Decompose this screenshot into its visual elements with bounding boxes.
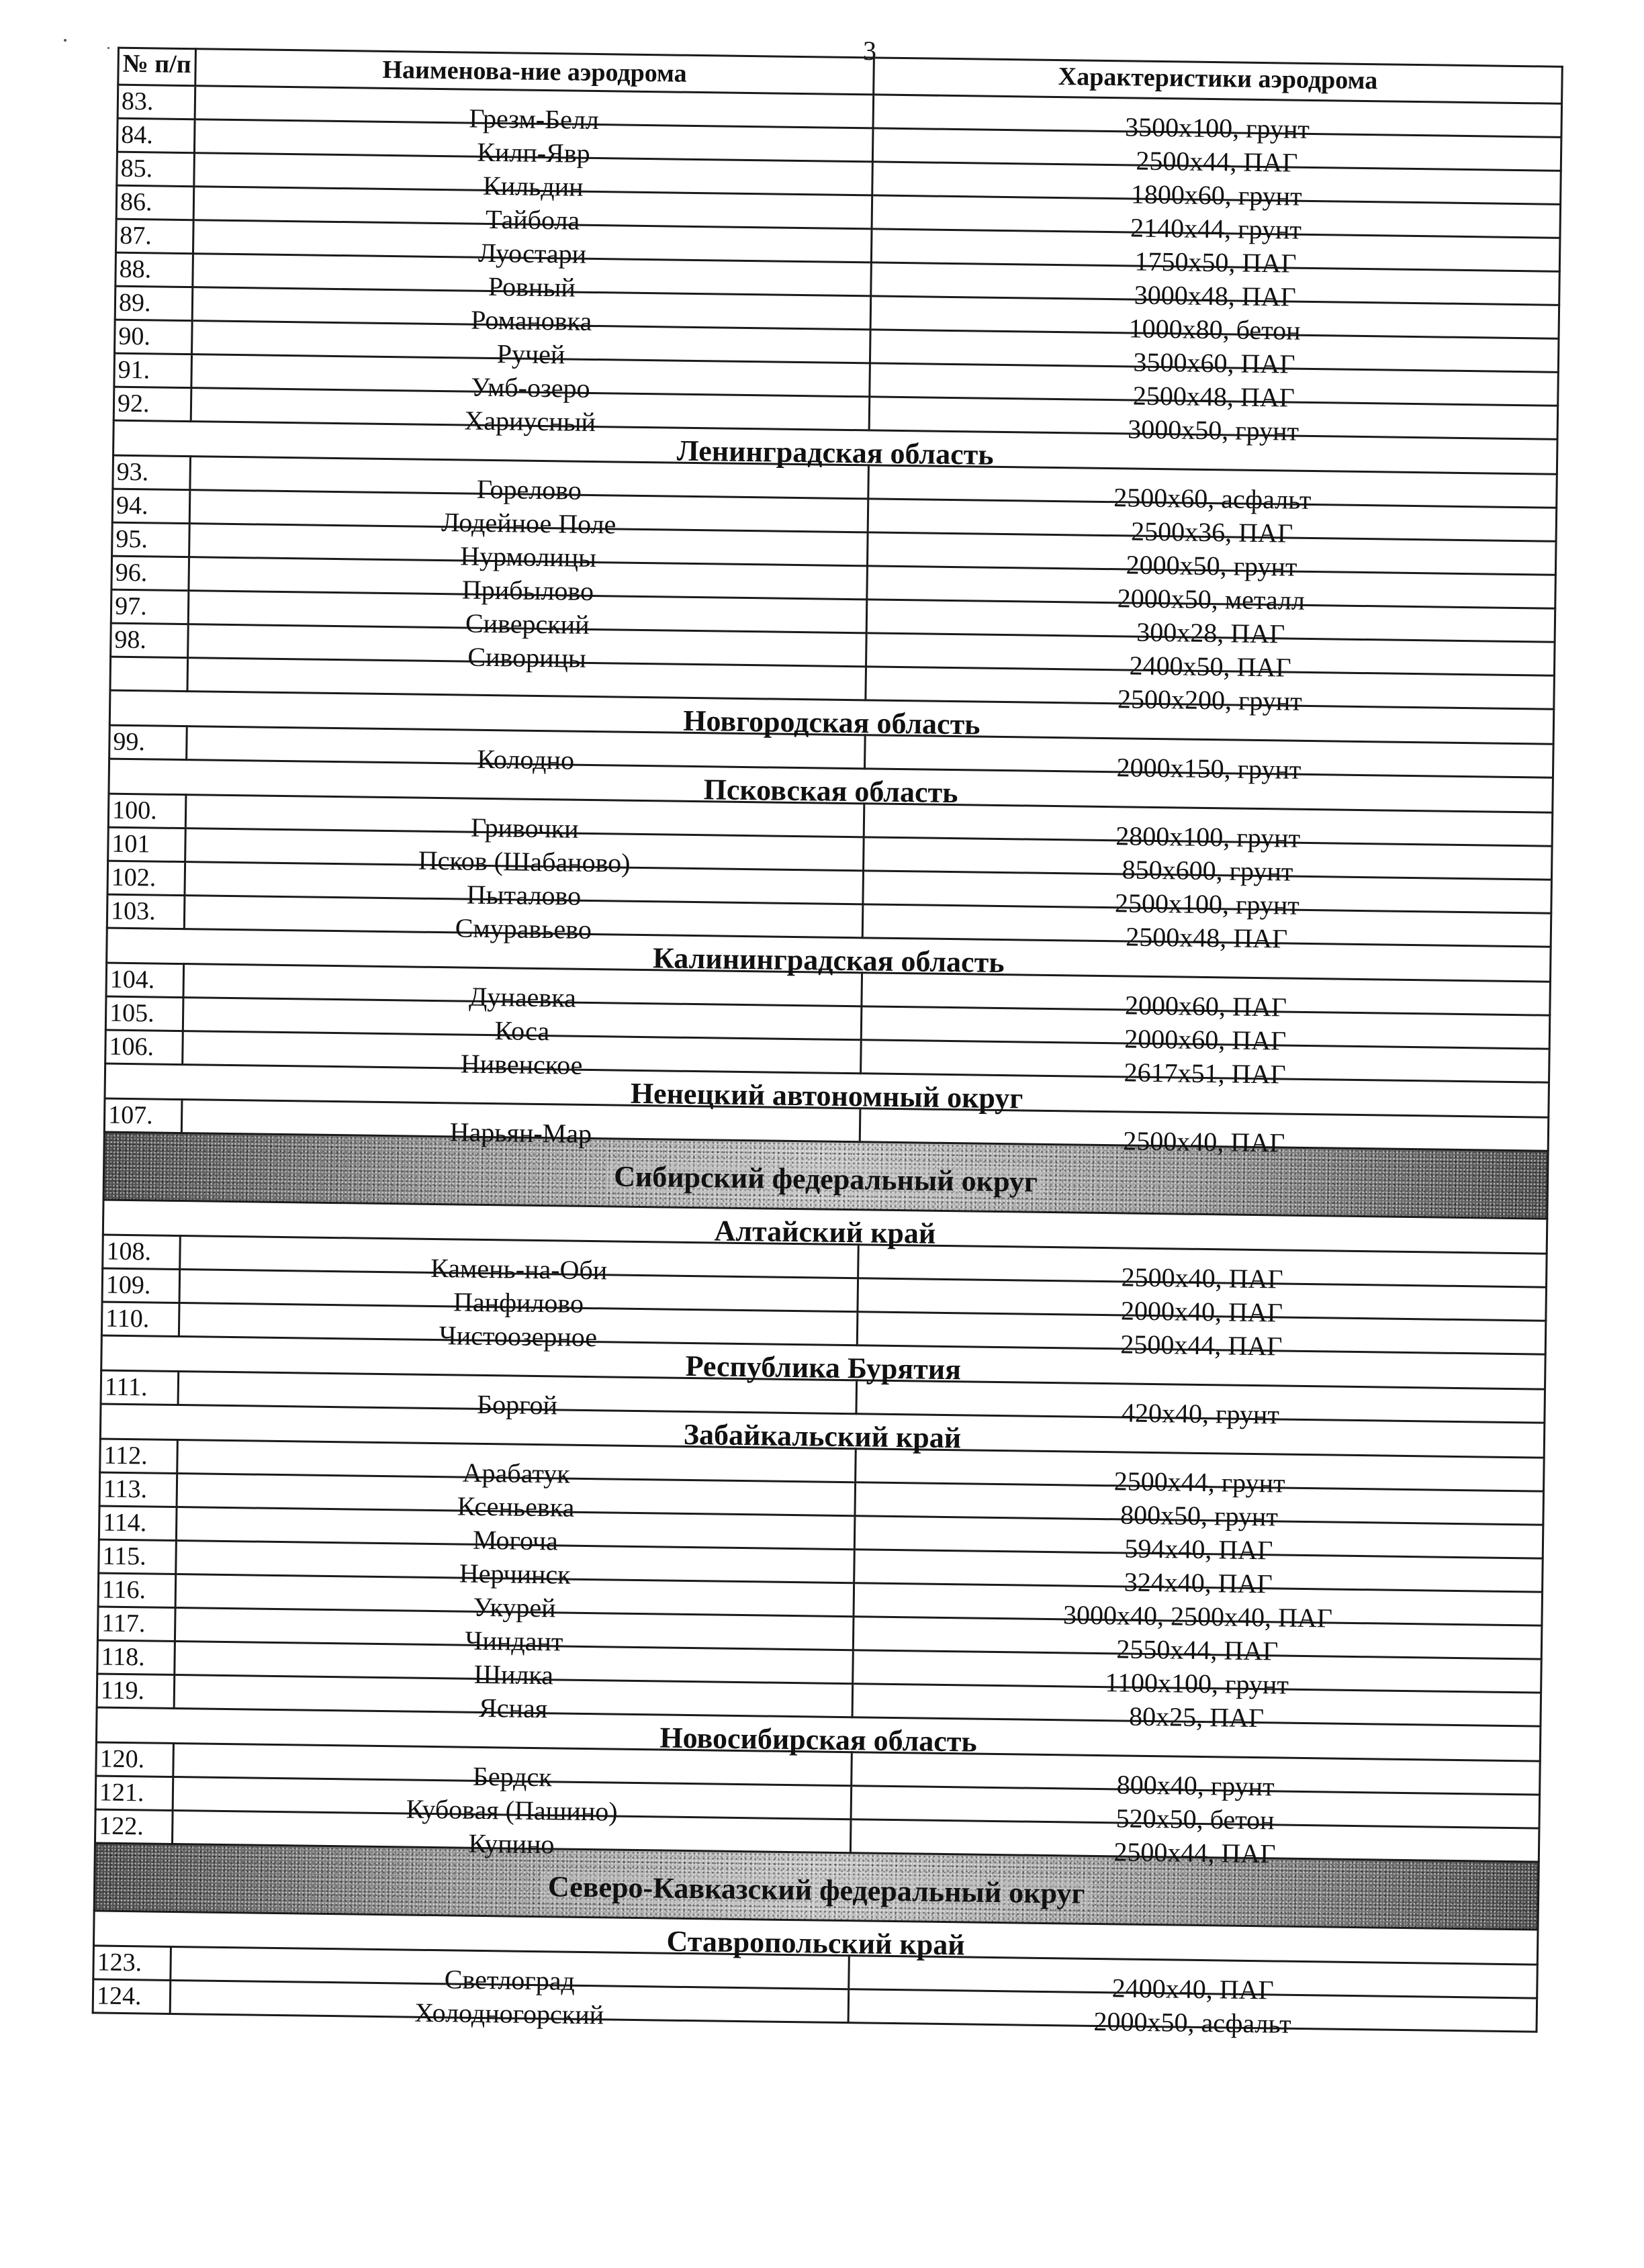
aerodrome-name: Ксеньевка xyxy=(177,1474,856,1516)
aerodrome-name: Луостари xyxy=(193,220,872,263)
aerodrome-name: Колодно xyxy=(187,726,866,769)
row-number: 97. xyxy=(111,589,189,624)
aerodrome-characteristics: 2500x48, ПАГ xyxy=(870,363,1559,406)
aerodrome-name: Смуравьево xyxy=(184,896,863,938)
aerodrome-name: Умб-озеро xyxy=(191,355,870,397)
row-number: 118. xyxy=(97,1640,175,1675)
region-heading: Ленинградская область xyxy=(113,420,1557,474)
aerodrome-characteristics: 3000x48, ПАГ xyxy=(871,263,1560,305)
aerodrome-name: Ясная xyxy=(174,1674,853,1717)
row-number: 98. xyxy=(111,623,189,658)
federal-district-heading: Северо-Кавказский федеральный округ xyxy=(94,1843,1539,1930)
aerodrome-characteristics: 2550x44, ПАГ xyxy=(853,1617,1542,1659)
row-number: 109. xyxy=(102,1268,180,1303)
row-number: 123. xyxy=(93,1946,171,1981)
row-number: 95. xyxy=(112,522,190,557)
aerodrome-characteristics: 2617x51, ПАГ xyxy=(861,1040,1550,1082)
aerodrome-characteristics: 1800x60, грунт xyxy=(872,162,1561,204)
header-number: № п/п xyxy=(118,48,196,86)
row-number: 94. xyxy=(112,489,190,524)
aerodrome-name: Хариусный xyxy=(191,388,870,430)
aerodrome-name: Дунаевка xyxy=(183,964,862,1006)
aerodrome-name: Тайбола xyxy=(193,187,872,229)
row-number: 121. xyxy=(95,1776,173,1811)
aerodrome-characteristics: 2500x40, ПАГ xyxy=(858,1245,1547,1287)
region-heading: Новгородская область xyxy=(109,690,1553,744)
row-number: 116. xyxy=(98,1573,176,1608)
aerodrome-name: Ручей xyxy=(192,321,871,363)
aerodrome-name: Боргой xyxy=(178,1372,857,1414)
row-number: 114. xyxy=(99,1506,177,1541)
row-number: 110. xyxy=(101,1302,179,1337)
row-number: 107. xyxy=(104,1098,182,1133)
region-heading: Калининградская область xyxy=(107,928,1551,982)
aerodrome-characteristics: 2500x44, ПАГ xyxy=(850,1820,1539,1862)
region-heading: Ставропольский край xyxy=(93,1911,1537,1965)
aerodrome-characteristics: 3500x100, грунт xyxy=(873,95,1562,137)
aerodrome-characteristics: 2500x36, ПАГ xyxy=(868,499,1557,541)
aerodrome-characteristics: 300x28, ПАГ xyxy=(866,600,1555,642)
aerodrome-characteristics: 80x25, ПАГ xyxy=(852,1684,1541,1726)
aerodrome-characteristics: 1000x80, бетон xyxy=(870,296,1559,338)
row-number: 88. xyxy=(116,252,193,287)
row-number: 99. xyxy=(109,725,187,760)
header-characteristics: Характеристики аэродрома xyxy=(874,58,1563,103)
aerodrome-name: Холодногорский xyxy=(170,1980,849,2022)
row-number: 87. xyxy=(116,219,193,254)
aerodrome-name: Пыталово xyxy=(185,862,864,904)
aerodrome-characteristics: 2000x60, ПАГ xyxy=(861,1006,1550,1049)
row-number: 112. xyxy=(100,1439,178,1474)
aerodrome-characteristics: 2000x150, грунт xyxy=(865,735,1554,777)
aerodrome-name: Кильдин xyxy=(194,153,873,195)
row-number: 102. xyxy=(107,861,185,896)
aerodrome-name: Романовка xyxy=(192,287,871,330)
aerodrome-name: Коса xyxy=(183,998,862,1040)
aerodrome-name: Гривочки xyxy=(185,795,864,837)
aerodrome-characteristics: 1750x50, ПАГ xyxy=(871,229,1560,271)
aerodrome-characteristics: 2500x48, ПАГ xyxy=(862,904,1551,947)
region-heading: Псковская область xyxy=(109,759,1553,812)
aerodrome-characteristics: 520x50, бетон xyxy=(851,1786,1540,1828)
aerodrome-name: Нивенское xyxy=(183,1031,862,1074)
row-number: 119. xyxy=(97,1674,175,1709)
row-number: 115. xyxy=(99,1540,177,1574)
scan-artifact xyxy=(107,47,109,49)
aerodrome-characteristics: 2400x40, ПАГ xyxy=(849,1956,1538,1998)
aerodrome-name: Нурмолицы xyxy=(189,524,868,566)
aerodrome-characteristics: 850x600, грунт xyxy=(864,837,1553,880)
aerodrome-name: Нерчинск xyxy=(176,1541,855,1583)
aerodrome-name: Шилка xyxy=(175,1641,854,1683)
row-number: 85. xyxy=(117,152,195,187)
row-number: 93. xyxy=(113,455,191,490)
row-number: 111. xyxy=(101,1370,179,1405)
aerodrome-table-sheet xyxy=(92,47,1561,2039)
row-number: 100. xyxy=(108,794,186,829)
aerodrome-characteristics: 324x40, ПАГ xyxy=(854,1550,1543,1592)
aerodrome-characteristics: 2000x60, ПАГ xyxy=(862,973,1551,1015)
aerodrome-name: Чиндант xyxy=(175,1607,854,1650)
row-number: 124. xyxy=(93,1979,171,2014)
aerodrome-characteristics: 2800x100, грунт xyxy=(864,804,1553,846)
row-number: 122. xyxy=(95,1809,173,1844)
row-number: 117. xyxy=(97,1607,175,1642)
row-number: 103. xyxy=(107,894,185,929)
aerodrome-name: Купино xyxy=(172,1810,851,1852)
row-number: 108. xyxy=(103,1235,181,1270)
aerodrome-name: Чистоозерное xyxy=(179,1303,858,1345)
aerodrome-characteristics: 800x40, грунт xyxy=(852,1752,1541,1795)
aerodrome-characteristics: 2500x44, ПАГ xyxy=(872,128,1561,171)
aerodrome-name: Светлоград xyxy=(171,1946,850,1989)
aerodrome-characteristics: 3500x60, ПАГ xyxy=(870,330,1559,372)
aerodrome-name: Кубовая (Пашино) xyxy=(173,1777,852,1819)
aerodrome-characteristics: 2500x40, ПАГ xyxy=(860,1108,1549,1151)
aerodrome-name: Прибылово xyxy=(189,557,868,600)
region-heading: Республика Бурятия xyxy=(101,1335,1545,1389)
aerodrome-name: Псков (Шабаново) xyxy=(185,829,864,871)
aerodrome-characteristics: 2500x100, грунт xyxy=(863,871,1552,913)
row-number: 91. xyxy=(114,353,192,388)
page-number: 3 xyxy=(863,36,876,66)
aerodrome-characteristics: 2400x50, ПАГ xyxy=(866,633,1555,675)
aerodrome-name: Камень-на-Оби xyxy=(180,1236,859,1278)
aerodrome-name: Панфилово xyxy=(179,1270,858,1312)
aerodrome-characteristics: 420x40, грунт xyxy=(856,1380,1545,1423)
row-number: 92. xyxy=(113,387,191,422)
aerodrome-characteristics: 3000x40, 2500x40, ПАГ xyxy=(854,1583,1543,1625)
row-number: 105. xyxy=(105,996,183,1031)
aerodrome-characteristics: 2500x44, грунт xyxy=(856,1449,1545,1491)
row-number: 120. xyxy=(96,1742,174,1777)
aerodrome-name: Сиворицы xyxy=(188,624,867,667)
row-number: 89. xyxy=(115,286,193,321)
row-number: 101 xyxy=(108,827,186,862)
scan-artifact xyxy=(64,39,66,42)
region-heading: Забайкальский край xyxy=(100,1404,1544,1458)
aerodrome-name: Горелово xyxy=(190,457,869,499)
aerodrome-characteristics: 2000x50, асфальт xyxy=(848,1989,1537,2032)
row-number: 106. xyxy=(105,1030,183,1065)
aerodrome-characteristics: 2500x60, асфальт xyxy=(868,465,1557,508)
aerodrome-characteristics: 2500x44, ПАГ xyxy=(857,1312,1546,1354)
table-body xyxy=(93,85,1561,2039)
row-number: 104. xyxy=(106,963,184,998)
aerodrome-characteristics: 3000x50, грунт xyxy=(869,397,1558,439)
aerodrome-characteristics: 2140x44, грунт xyxy=(872,195,1561,238)
aerodrome-name: Арабатук xyxy=(177,1440,856,1482)
region-heading: Ненецкий автономный округ xyxy=(105,1064,1549,1117)
aerodrome-name: Нарьян-Мар xyxy=(181,1100,860,1142)
header-name: Наименова-ние аэродрома xyxy=(195,49,874,95)
aerodrome-name: Ровный xyxy=(193,254,872,296)
aerodrome-table xyxy=(92,47,1563,2039)
aerodrome-characteristics: 2000x50, металл xyxy=(867,566,1556,608)
aerodrome-characteristics: 2500x200, грунт xyxy=(866,667,1555,709)
row-number: 113. xyxy=(99,1472,177,1507)
aerodrome-characteristics: 594x40, ПАГ xyxy=(854,1516,1543,1558)
aerodrome-name: Килп-Явр xyxy=(194,120,873,162)
aerodrome-name: Лодейное Поле xyxy=(189,490,868,532)
region-heading: Новосибирская область xyxy=(96,1707,1540,1761)
region-heading: Алтайский край xyxy=(103,1200,1547,1254)
aerodrome-characteristics: 2000x50, грунт xyxy=(867,532,1556,575)
federal-district-heading: Сибирский федеральный округ xyxy=(103,1132,1548,1219)
aerodrome-name: Сиверский xyxy=(188,591,867,633)
aerodrome-characteristics: 800x50, грунт xyxy=(855,1482,1544,1525)
row-number: 86. xyxy=(116,185,194,220)
row-number: 83. xyxy=(118,85,195,120)
aerodrome-name: Могоча xyxy=(176,1507,855,1550)
aerodrome-name: Грезм-Белл xyxy=(195,86,874,128)
row-number xyxy=(110,657,188,692)
row-number: 84. xyxy=(117,118,195,153)
aerodrome-name: Укурей xyxy=(175,1574,854,1617)
aerodrome-characteristics: 2000x40, ПАГ xyxy=(858,1278,1547,1321)
aerodrome-characteristics: 1100x100, грунт xyxy=(853,1650,1542,1693)
row-number: 96. xyxy=(111,556,189,591)
row-number: 90. xyxy=(115,320,193,355)
aerodrome-name: Бердск xyxy=(173,1743,852,1785)
